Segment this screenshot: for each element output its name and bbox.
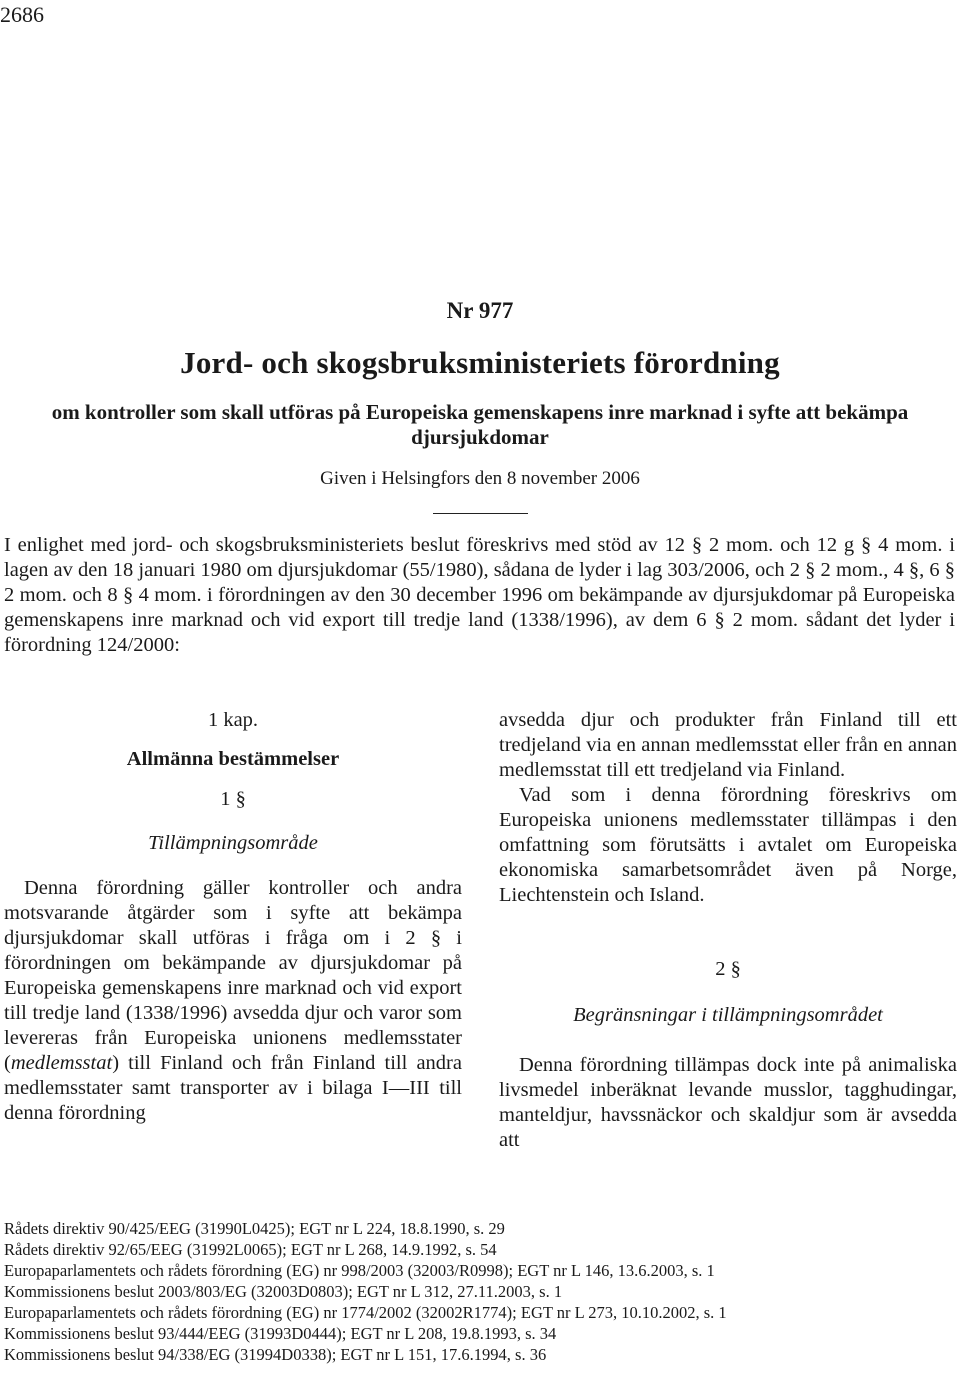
defined-term: medlemsstat — [10, 1052, 113, 1074]
regulation-number: Nr 977 — [446, 298, 514, 323]
section-1-continuation: avsedda djur och produkter från Finland till ett tredjeland via en annan medlemsstat eller från en annan medlemsstat till ett tredjeland via Finland. — [499, 709, 957, 781]
chapter-heading: Allmänna bestämmelser — [126, 748, 340, 770]
section-1-label: 1 § — [220, 788, 246, 810]
section-1-text-after: ) till Finland och från Finland till andra medlemsstater samt transporter av i bilaga I—III till denna förordning — [4, 1052, 462, 1124]
chapter-label: 1 kap. — [207, 709, 259, 731]
footnote: Rådets direktiv 92/65/EEG (31992L0065); EGT nr L 268, 14.9.1992, s. 54 — [4, 1240, 497, 1259]
right-column — [499, 708, 957, 1153]
left-column — [4, 708, 462, 1126]
footnotes — [4, 1218, 955, 1365]
page-number: 2686 — [0, 2, 44, 27]
section-1-heading: Tillämpningsområde — [148, 832, 318, 854]
section-2-label: 2 § — [715, 958, 741, 980]
footnote: Europaparlamentets och rådets förordning (EG) nr 998/2003 (32003/R0998); EGT nr L 146, 13.6.2003, s. 1 — [4, 1261, 715, 1280]
section-1-paragraph-2: Vad som i denna förordning föreskrivs om Europeiska unionens medlemsstater tillämpas i den omfattning som förutsätts i avtalet om Europeiska ekonomiska samarbetsområdet även på Norge, Liechtenstein och Island. — [499, 784, 957, 906]
footnote: Kommissionens beslut 94/338/EG (31994D0338); EGT nr L 151, 17.6.1994, s. 36 — [4, 1345, 547, 1364]
given-date-line: Given i Helsingfors den 8 november 2006 — [320, 468, 640, 489]
footnote: Europaparlamentets och rådets förordning (EG) nr 1774/2002 (32002R1774); EGT nr L 273, 10.10.2002, s. 1 — [4, 1303, 727, 1322]
preamble: I enlighet med jord- och skogsbruksministeriets beslut föreskrivs med stöd av 12 § 2 mom. och 12 g § 4 mom. i lagen av den 18 januari 1980 om djursjukdomar (55/1980), sådana de lyder i lag 303/2006, och 2 § 2 mom., 4 §, 6 § 2 mom. och 8 § 4 mom. i förordningen av den 30 december 1996 om bekämpande av djursjukdomar på Europeiska gemenskapens inre marknad och vid export till tredje land (1338/1996), av dem 6 § 2 mom. sådant det lyder i förordning 124/2000: — [4, 534, 955, 656]
separator-rule — [433, 513, 528, 514]
document-subtitle: om kontroller som skall utföras på Europeiska gemenskapens inre marknad i syfte att bekämpa djursjukdomar — [51, 400, 909, 449]
section-2-heading: Begränsningar i tillämpningsområdet — [573, 1004, 883, 1026]
document-title: Jord- och skogsbruksministeriets förordning — [180, 345, 780, 380]
footnote: Rådets direktiv 90/425/EEG (31990L0425); EGT nr L 224, 18.8.1990, s. 29 — [4, 1219, 505, 1238]
section-2-paragraph: Denna förordning tillämpas dock inte på animaliska livsmedel inberäknat levande musslor, tagghudingar, manteldjur, havssnäckor och skaldjur som är avsedda att — [499, 1054, 957, 1151]
section-1-text-before: Denna förordning gäller kontroller och andra motsvarande åtgärder som i syfte att bekämpa djursjukdomar skall utföras i fråga om i 2 § i förordningen om bekämpande av djursjukdomar på Europeiska gemenskapens inre marknad och vid export till tredje land (1338/1996) avsedda djur och varor som levereras från Europeiska unionens medlemsstater ( — [4, 877, 462, 1074]
section-1-paragraph — [4, 876, 462, 1126]
footnote: Kommissionens beslut 2003/803/EG (32003D0803); EGT nr L 312, 27.11.2003, s. 1 — [4, 1282, 563, 1301]
footnote: Kommissionens beslut 93/444/EEG (31993D0444); EGT nr L 208, 19.8.1993, s. 34 — [4, 1324, 557, 1343]
